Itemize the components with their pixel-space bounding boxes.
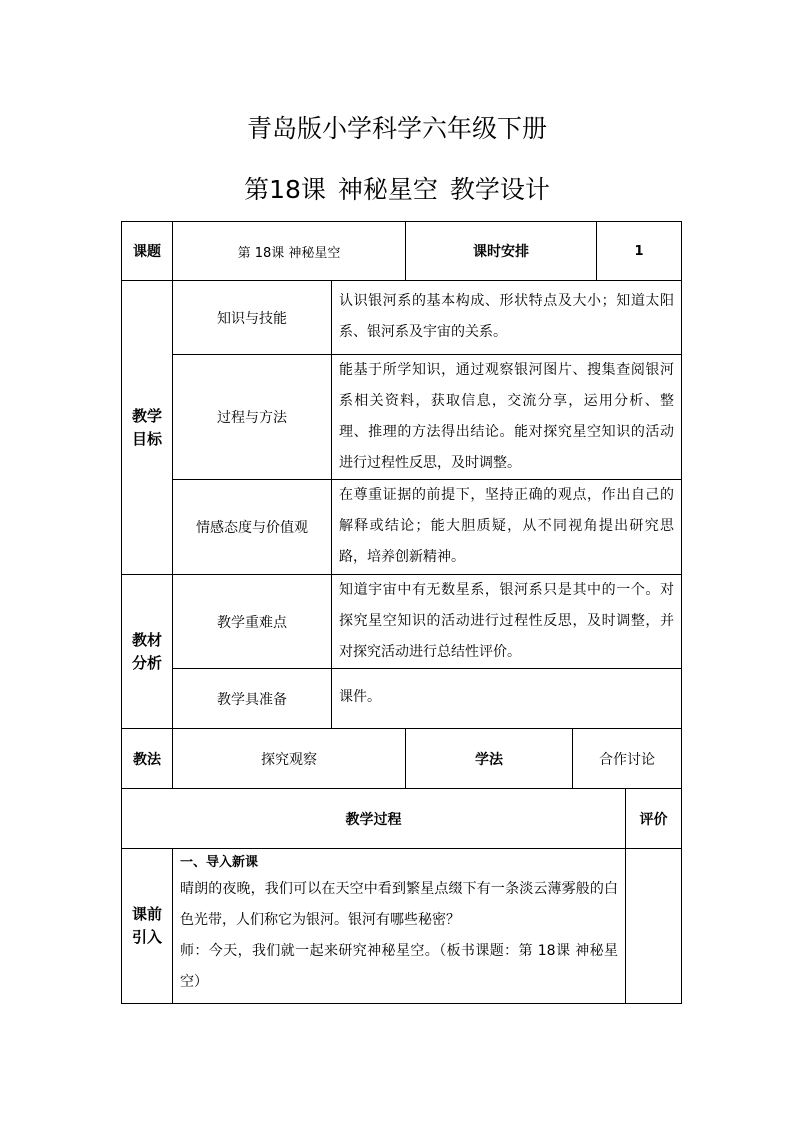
material-name: 教学重难点 <box>217 614 287 631</box>
materials-label-line2: 分析 <box>131 653 162 672</box>
intro-label <box>122 849 172 1003</box>
subtitle-topic: 神秘星空 <box>337 175 438 204</box>
material-content: 课件。 <box>339 689 381 705</box>
teach-method-label: 教法 <box>133 751 161 768</box>
evaluation-header: 评价 <box>639 811 668 828</box>
teach-method-value: 探究观察 <box>261 751 317 768</box>
goal-name: 知识与技能 <box>217 310 287 327</box>
intro-label-line2: 引入 <box>131 928 162 946</box>
material-content: 知道宇宙中有无数星系，银河系只是其中的一个。对探究星空知识的活动进行过程性反思，及时调整，并对探究活动进行总结性评价。 <box>339 582 674 660</box>
goals-label-line2: 目标 <box>131 429 162 448</box>
document-subtitle <box>0 173 794 207</box>
material-name: 教学具准备 <box>217 691 287 708</box>
learn-method-label: 学法 <box>475 751 503 768</box>
intro-content <box>173 849 625 1003</box>
materials-label-line1: 教材 <box>131 630 162 649</box>
goal-content: 在尊重证据的前提下，坚持正确的观点，作出自己的解释或结论；能大胆质疑，从不同视角提出研究思路，培养创新精神。 <box>339 487 674 565</box>
process-header: 教学过程 <box>345 811 402 828</box>
intro-heading: 一、导入新课 <box>180 855 259 870</box>
goal-content: 认识银河系的基本构成、形状特点及大小；知道太阳系、银河系及宇宙的关系。 <box>339 293 674 340</box>
table-border-right <box>681 221 682 1004</box>
topic-value: 第 18课 神秘星空 <box>237 245 341 261</box>
intro-teacher-line: 师：今天，我们就一起来研究神秘星空。（板书课题：第 18课 神秘星空） <box>180 943 618 990</box>
hours-value: 1 <box>634 243 644 259</box>
subtitle-lesson: 第18课 <box>244 175 326 204</box>
goals-label <box>122 281 172 574</box>
document-title: 青岛版小学科学六年级下册 <box>246 114 547 143</box>
materials-label <box>122 575 172 728</box>
intro-paragraph: 晴朗的夜晚，我们可以在天空中看到繁星点缀下有一条淡云薄雾般的白色光带，人们称它为银河。银河有哪些秘密？ <box>180 881 618 928</box>
intro-evaluation <box>626 849 681 1003</box>
goals-label-line1: 教学 <box>131 406 162 425</box>
learn-method-value: 合作讨论 <box>599 751 655 768</box>
goal-name: 过程与方法 <box>217 410 287 426</box>
goal-name: 情感态度与价值观 <box>196 520 308 536</box>
table-border-bottom <box>121 1003 682 1004</box>
topic-label: 课题 <box>133 244 161 260</box>
intro-label-line1: 课前 <box>131 905 162 923</box>
hours-label: 课时安排 <box>473 244 529 260</box>
subtitle-suffix: 教学设计 <box>449 175 550 204</box>
goal-content: 能基于所学知识，通过观察银河图片、搜集查阅银河系相关资料，获取信息，交流分享，运用分析、整理、推理的方法得出结论。能对探究星空知识的活动进行过程性反思，及时调整。 <box>339 362 674 471</box>
